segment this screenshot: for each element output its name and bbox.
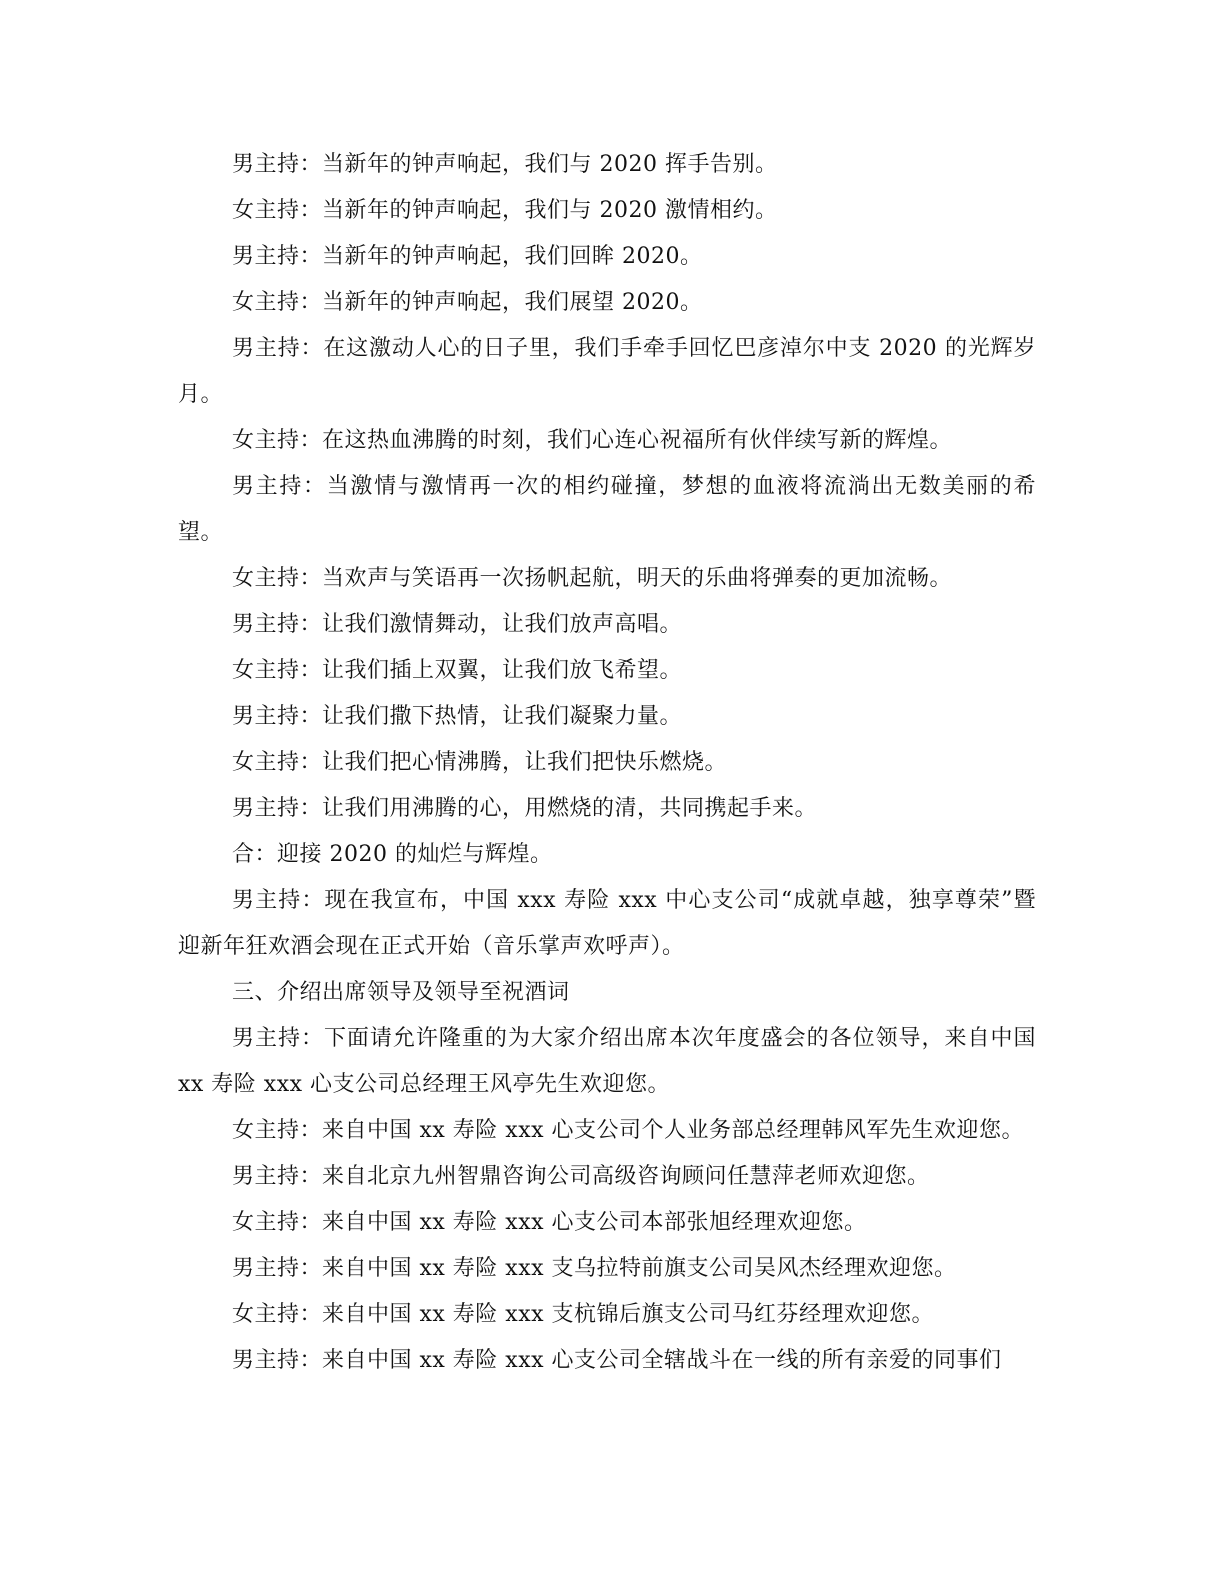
- paragraph-18: 女主持：来自中国 xx 寿险 xxx 心支公司个人业务部总经理韩风军先生欢迎您。: [232, 1118, 1025, 1143]
- paragraph-7: 男主持：当激情与激情再一次的相约碰撞，梦想的血液将流淌出无数美丽的希望。: [178, 474, 1036, 545]
- paragraph-10: 女主持：让我们插上双翼，让我们放飞希望。: [232, 658, 683, 683]
- paragraph-14: 合：迎接 2020 的灿烂与辉煌。: [232, 842, 553, 867]
- paragraph-15: 男主持：现在我宣布，中国 xxx 寿险 xxx 中心支公司“成就卓越，独享尊荣”暨迎新年狂欢酒会现在正式开始（音乐掌声欢呼声）。: [178, 888, 1036, 959]
- section-heading: 三、介绍出席领导及领导至祝酒词: [232, 980, 570, 1005]
- document-body: [178, 142, 1036, 1384]
- paragraph-21: 男主持：来自中国 xx 寿险 xxx 支乌拉特前旗支公司吴风杰经理欢迎您。: [232, 1256, 957, 1281]
- paragraph-3: 男主持：当新年的钟声响起，我们回眸 2020。: [232, 244, 703, 269]
- paragraph-11: 男主持：让我们撒下热情，让我们凝聚力量。: [232, 704, 683, 729]
- paragraph-5: 男主持：在这激动人心的日子里，我们手牵手回忆巴彦淖尔中支 2020 的光辉岁月。: [178, 336, 1036, 407]
- paragraph-8: 女主持：当欢声与笑语再一次扬帆起航，明天的乐曲将弹奏的更加流畅。: [232, 566, 953, 591]
- paragraph-20: 女主持：来自中国 xx 寿险 xxx 心支公司本部张旭经理欢迎您。: [232, 1210, 867, 1235]
- paragraph-17: 男主持：下面请允许隆重的为大家介绍出席本次年度盛会的各位领导，来自中国 xx 寿险 xxx 心支公司总经理王风亭先生欢迎您。: [178, 1026, 1036, 1097]
- paragraph-22: 女主持：来自中国 xx 寿险 xxx 支杭锦后旗支公司马红芬经理欢迎您。: [232, 1302, 935, 1327]
- paragraph-19: 男主持：来自北京九州智鼎咨询公司高级咨询顾问任慧萍老师欢迎您。: [232, 1164, 930, 1189]
- paragraph-6: 女主持：在这热血沸腾的时刻，我们心连心祝福所有伙伴续写新的辉煌。: [232, 428, 953, 453]
- paragraph-9: 男主持：让我们激情舞动，让我们放声高唱。: [232, 612, 683, 637]
- paragraph-1: 男主持：当新年的钟声响起，我们与 2020 挥手告别。: [232, 152, 778, 177]
- paragraph-2: 女主持：当新年的钟声响起，我们与 2020 激情相约。: [232, 198, 778, 223]
- paragraph-4: 女主持：当新年的钟声响起，我们展望 2020。: [232, 290, 703, 315]
- paragraph-12: 女主持：让我们把心情沸腾，让我们把快乐燃烧。: [232, 750, 728, 775]
- paragraph-13: 男主持：让我们用沸腾的心，用燃烧的清，共同携起手来。: [232, 796, 818, 821]
- paragraph-23: 男主持：来自中国 xx 寿险 xxx 心支公司全辖战斗在一线的所有亲爱的同事们: [232, 1348, 1002, 1373]
